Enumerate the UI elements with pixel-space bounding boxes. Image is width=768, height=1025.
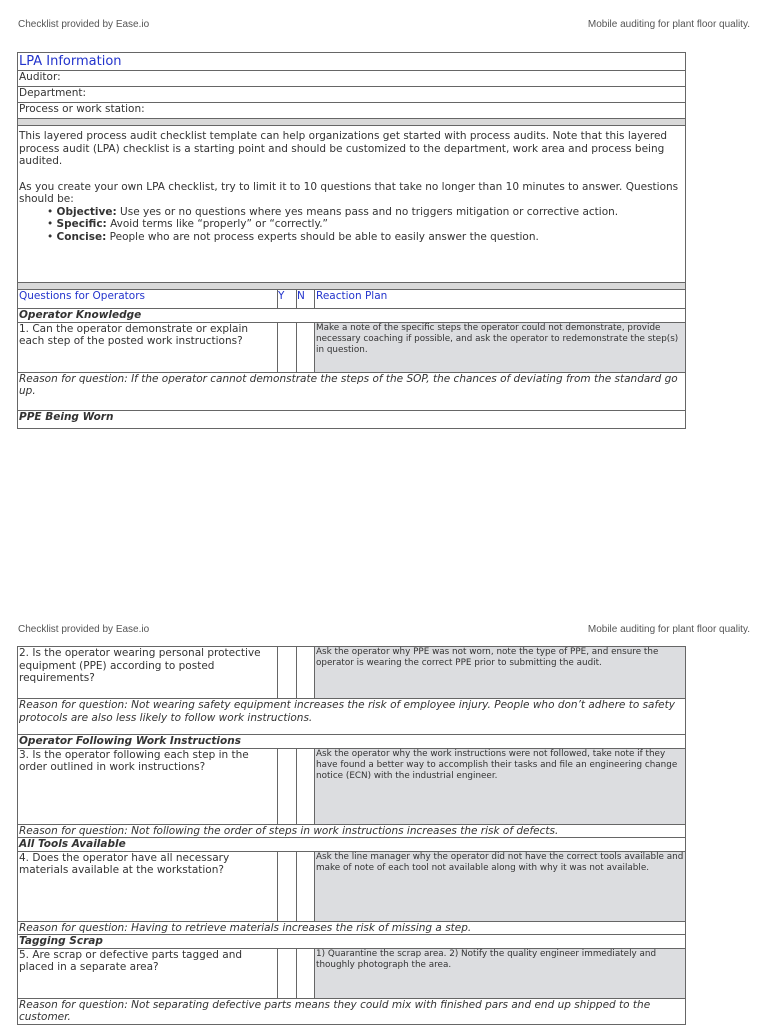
section-title: PPE Being Worn bbox=[18, 410, 686, 428]
reaction-plan-header: Reaction Plan bbox=[315, 290, 686, 309]
header-tagline-text: Mobile auditing for plant floor quality. bbox=[587, 624, 750, 635]
reason-text: Reason for question: Having to retrieve materials increases the risk of missing a step. bbox=[18, 921, 686, 935]
yes-column-header: Y bbox=[278, 290, 297, 309]
section-title: Operator Following Work Instructions bbox=[18, 735, 686, 749]
question-text: 1. Can the operator demonstrate or explain each step of the posted work instructions? bbox=[18, 322, 278, 372]
header-provider-text: Checklist provided by Ease.io bbox=[18, 19, 150, 30]
lpa-checklist-table-continued bbox=[17, 646, 686, 1025]
no-checkbox-cell[interactable] bbox=[297, 322, 315, 372]
no-column-header: N bbox=[297, 290, 315, 309]
criteria-item-objective: • Objective: Use yes or no questions where yes means pass and no triggers mitigation or corrective action. bbox=[47, 206, 684, 219]
reason-text: Reason for question: Not following the order of steps in work instructions increases the risk of defects. bbox=[18, 824, 686, 838]
reaction-plan-text: Make a note of the specific steps the operator could not demonstrate, provide necessary coaching if possible, and ask the operator to redemonstrate the step(s) in question. bbox=[315, 322, 686, 372]
reason-text: Reason for question: Not wearing safety equipment increases the risk of employee injury. People who don’t adhere to safety protocols are also less likely to follow work instructions. bbox=[18, 699, 686, 735]
criteria-list bbox=[19, 206, 684, 244]
question-text: 2. Is the operator wearing personal protective equipment (PPE) according to posted requirements? bbox=[18, 647, 278, 699]
section-title: Tagging Scrap bbox=[18, 935, 686, 949]
yes-checkbox-cell[interactable] bbox=[278, 647, 297, 699]
intro-paragraph-2: As you create your own LPA checklist, try to limit it to 10 questions that take no longer than 10 minutes to answer. Questions should be: bbox=[19, 180, 679, 205]
question-text: 5. Are scrap or defective parts tagged and placed in a separate area? bbox=[18, 948, 278, 998]
reaction-plan-text: Ask the operator why PPE was not worn, note the type of PPE, and ensure the operator is wearing the correct PPE prior to submitting the audit. bbox=[315, 647, 686, 699]
reaction-plan-text: Ask the operator why the work instructions were not followed, take note if they have found a better way to accomplish their tasks and file an engineering change notice (ECN) with the industrial engineer. bbox=[315, 748, 686, 824]
yes-checkbox-cell[interactable] bbox=[278, 322, 297, 372]
auditor-field[interactable]: Auditor: bbox=[18, 71, 686, 87]
intro-text-block bbox=[18, 126, 686, 283]
reason-text: Reason for question: Not separating defective parts means they could mix with finished pars and end up shipped to the customer. bbox=[18, 998, 686, 1024]
reaction-plan-text: 1) Quarantine the scrap area. 2) Notify the quality engineer immediately and thoughly photograph the area. bbox=[315, 948, 686, 998]
reason-text: Reason for question: If the operator cannot demonstrate the steps of the SOP, the chances of deviating from the standard go up. bbox=[18, 372, 686, 410]
no-checkbox-cell[interactable] bbox=[297, 948, 315, 998]
yes-checkbox-cell[interactable] bbox=[278, 748, 297, 824]
reaction-plan-text: Ask the line manager why the operator did not have the correct tools available and make of note of each tool not available along with why it was not available. bbox=[315, 851, 686, 921]
no-checkbox-cell[interactable] bbox=[297, 748, 315, 824]
questions-header: Questions for Operators bbox=[18, 290, 278, 309]
section-title: All Tools Available bbox=[18, 838, 686, 852]
yes-checkbox-cell[interactable] bbox=[278, 948, 297, 998]
no-checkbox-cell[interactable] bbox=[297, 647, 315, 699]
grey-divider bbox=[18, 283, 686, 290]
intro-paragraph-1: This layered process audit checklist template can help organizations get started with process audits. Note that this layered process audit (LPA) checklist is a starting point and should be customized to the department, work area and process being audited. bbox=[19, 130, 668, 167]
question-text: 3. Is the operator following each step in the order outlined in work instructions? bbox=[18, 748, 278, 824]
no-checkbox-cell[interactable] bbox=[297, 851, 315, 921]
lpa-checklist-table bbox=[17, 52, 686, 429]
document-page-2 bbox=[0, 605, 768, 1024]
header-provider-text: Checklist provided by Ease.io bbox=[18, 624, 150, 635]
criteria-item-specific: • Specific: Avoid terms like “properly” or “correctly.” bbox=[47, 218, 684, 231]
station-field[interactable]: Process or work station: bbox=[18, 103, 686, 119]
question-text: 4. Does the operator have all necessary materials available at the workstation? bbox=[18, 851, 278, 921]
lpa-information-title: LPA Information bbox=[18, 53, 686, 71]
grey-divider bbox=[18, 119, 686, 126]
department-field[interactable]: Department: bbox=[18, 87, 686, 103]
yes-checkbox-cell[interactable] bbox=[278, 851, 297, 921]
header-tagline-text: Mobile auditing for plant floor quality. bbox=[587, 19, 750, 30]
section-title: Operator Knowledge bbox=[18, 309, 686, 323]
criteria-item-concise: • Concise: People who are not process experts should be able to easily answer the question. bbox=[47, 231, 684, 244]
